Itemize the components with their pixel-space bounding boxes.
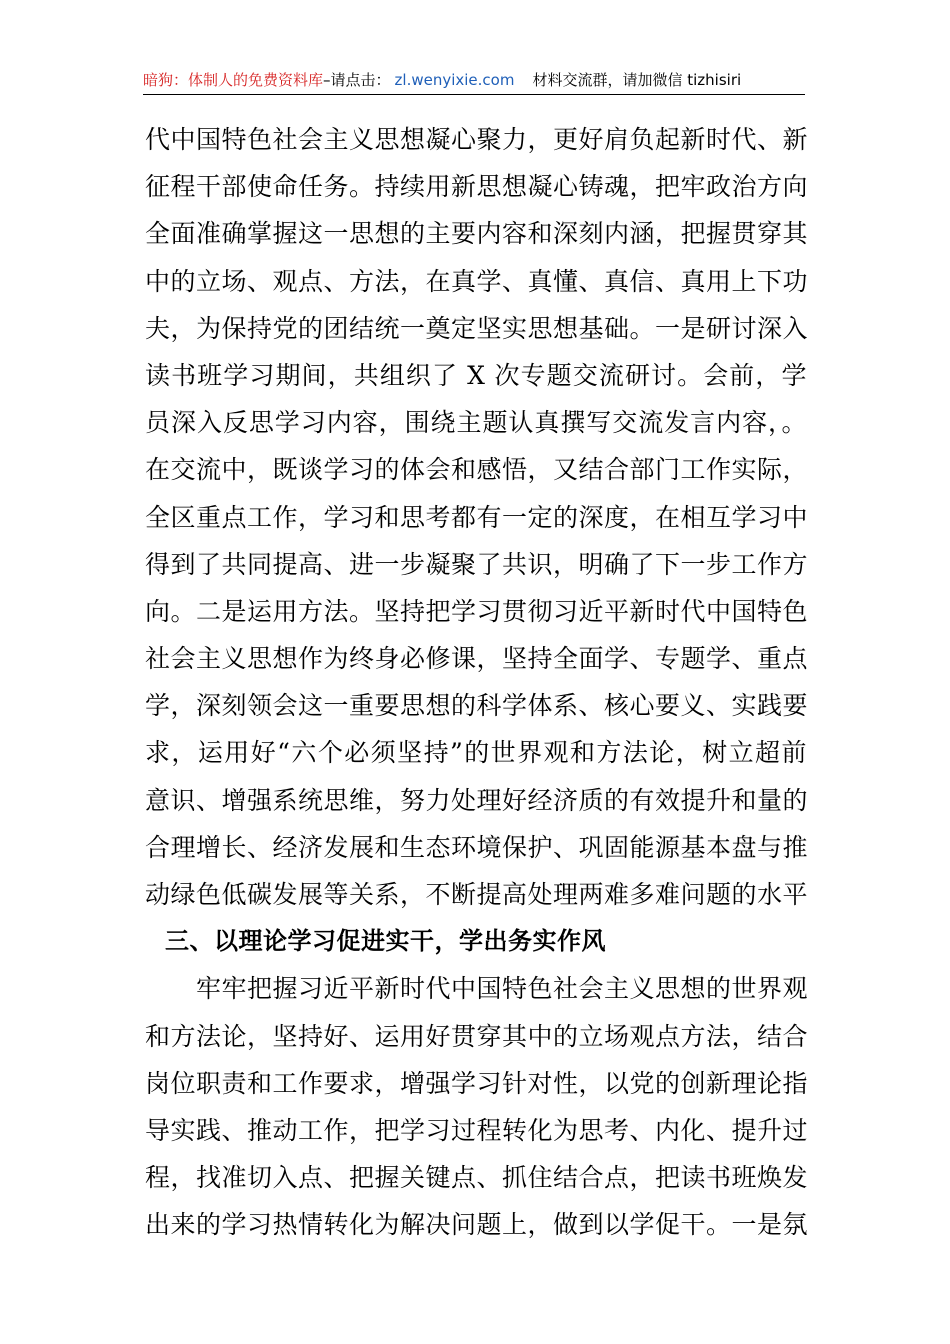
section-line: 和方法论，坚持好、运用好贯穿其中的立场观点方法，结合 [145,1021,809,1051]
body-line: 意识、增强系统思维，努力处理好经济质的有效提升和量的 [145,785,809,815]
body-line: 求，运用好“六个必须坚持”的世界观和方法论，树立超前 [145,738,807,768]
body-line: 员深入反思学习内容，围绕主题认真撰写交流发言内容，。 [145,408,807,438]
page-header [143,70,805,95]
header-brand: 暗狗：体制人的免费资料库 [143,71,324,89]
header-prompt: –请点击： [323,71,391,89]
section-line: 出来的学习热情转化为解决问题上，做到以学促干。一是氛 [145,1210,809,1240]
body-line: 读书班学习期间，共组织了 X 次专题交流研讨。会前，学 [145,360,807,390]
body-line: 夫，为保持党的团结统一奠定坚实思想基础。一是研讨深入 [145,313,809,343]
body-line: 征程干部使命任务。持续用新思想凝心铸魂，把牢政治方向 [145,172,809,202]
body-line: 全面准确掌握这一思想的主要内容和深刻内涵，把握贯穿其 [145,219,809,249]
section-heading: 三、以理论学习促进实干，学出务实作风 [165,927,606,956]
body-line: 向。二是运用方法。坚持把学习贯彻习近平新时代中国特色 [145,596,809,626]
body-line: 社会主义思想作为终身必修课，坚持全面学、专题学、重点 [145,644,809,674]
body-line: 代中国特色社会主义思想凝心聚力，更好肩负起新时代、新 [145,125,809,154]
section-line: 牢牢把握习近平新时代中国特色社会主义思想的世界观 [145,974,809,1004]
body-line: 合理增长、经济发展和生态环境保护、巩固能源基本盘与推 [145,832,809,862]
body-line: 得到了共同提高、进一步凝聚了共识，明确了下一步工作方 [145,549,809,579]
header-link[interactable]: zl.wenyixie.com [394,71,515,89]
body-line: 动绿色低碳发展等关系，不断提高处理两难多难问题的水平 [145,880,809,909]
section-line: 导实践、推动工作，把学习过程转化为思考、内化、提升过 [145,1115,809,1145]
section-line: 程，找准切入点、把握关键点、抓住结合点，把读书班焕发 [145,1163,809,1193]
body-line: 在交流中，既谈学习的体会和感悟，又结合部门工作实际， [145,455,809,485]
document-body [145,116,807,1249]
section-line: 岗位职责和工作要求，增强学习针对性，以党的创新理论指 [145,1068,809,1098]
body-line: 全区重点工作，学习和思考都有一定的深度，在相互学习中 [145,502,809,532]
body-line: 中的立场、观点、方法，在真学、真懂、真信、真用上下功 [145,266,809,296]
header-wechat-note: 材料交流群，请加微信 tizhisiri [532,71,742,89]
body-line: 学，深刻领会这一重要思想的科学体系、核心要义、实践要 [145,691,809,721]
